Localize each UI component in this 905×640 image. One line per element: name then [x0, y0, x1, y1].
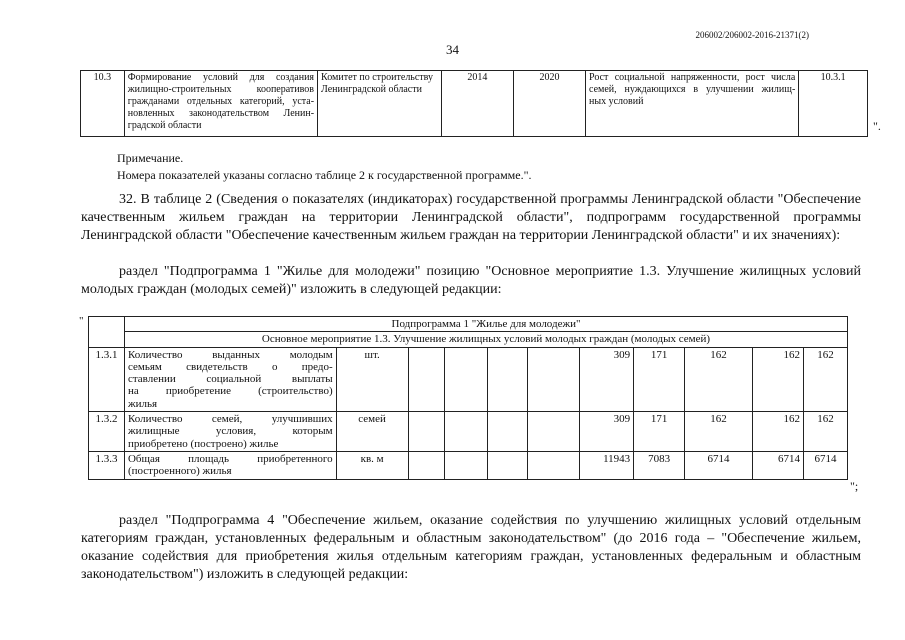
start-year: 2014	[441, 71, 513, 137]
consequences: Рост социальной напряженности, рост числа семей, нуждающихся в улучшении жилищ- ных условий	[586, 71, 799, 137]
subprogram-row	[89, 317, 848, 332]
indicator-name: Количество семей, улучшивших жилищные условия, которым приобретено (построено) жилье	[124, 412, 336, 452]
main-event-title: Основное мероприятие 1.3. Улучшение жилищных условий молодых граждан (молодых семей)	[124, 332, 847, 347]
indicator-link: 10.3.1	[799, 71, 868, 137]
measure-name: Формирование условий для создания жилищно-строительных кооперативов гражданами отдельных категорий, уста- новленных законодательством Ленин- градской области	[124, 71, 317, 137]
note-title: Примечание.	[117, 151, 184, 165]
table-row: 1.3.3 Общая площадь приобретенного (построенного) жилья кв. м 11943 7083 6714 6714 6714	[89, 451, 848, 479]
end-year: 2020	[513, 71, 585, 137]
measures-table	[80, 70, 868, 137]
table-row: 1.3.2 Количество семей, улучшивших жилищные условия, которым приобретено (построено) жилье семей 309 171 162 162 162	[89, 412, 848, 452]
closing-quote-semicolon: ";	[850, 479, 859, 493]
opening-quote: "	[79, 315, 84, 327]
row-number: 10.3	[81, 71, 125, 137]
paragraph-32: 32. В таблице 2 (Сведения о показателях (индикаторах) государственной программы Ленинградской области "Обеспечение качественным жильем граждан на территории Ленинградской области", подпрограмм государственной программы Ленинградской области "Обеспечение качественным жильем граждан на территории Ленинградской области" и их значениях):	[81, 192, 861, 243]
table-row	[81, 71, 868, 137]
note-text: Номера показателей указаны согласно таблице 2 к государственной программе.".	[117, 168, 532, 182]
paragraph-section-1: раздел "Подпрограмма 1 "Жилье для молодежи" позицию "Основное мероприятие 1.3. Улучшение жилищных условий молодых граждан (молодых семей)" изложить в следующей редакции:	[81, 264, 861, 297]
indicator-name: Общая площадь приобретенного (построенного) жилья	[124, 451, 336, 479]
page-number: 34	[446, 42, 459, 57]
table-row: 1.3.1 Количество выданных молодым семьям свидетельств о предо- ставлении социальной выплаты на приобретение (строительство) жилья шт. 309 171 162 162 162	[89, 347, 848, 411]
closing-quote: ".	[873, 119, 881, 133]
paragraph-section-4: раздел "Подпрограмма 4 "Обеспечение жильем, оказание содействия по улучшению жилищных условий отдельным категориям граждан, установленных федеральным и областным законодательством" (до 2016 года – "Обеспечение жильем, оказание содействия для приобретения жилья отдельным категориям граждан, установленных федеральным и областным законодательством") изложить в следующей редакции:	[81, 513, 861, 582]
document-id: 206002/206002-2016-21371(2)	[695, 30, 809, 40]
executor: Комитет по строительству Ленинградской области	[318, 71, 442, 137]
subprogram-title: Подпрограмма 1 "Жилье для молодежи"	[124, 317, 847, 332]
main-event-row	[89, 332, 848, 347]
indicator-name: Количество выданных молодым семьям свидетельств о предо- ставлении социальной выплаты на приобретение (строительство) жилья	[124, 347, 336, 411]
indicators-table	[88, 316, 848, 480]
